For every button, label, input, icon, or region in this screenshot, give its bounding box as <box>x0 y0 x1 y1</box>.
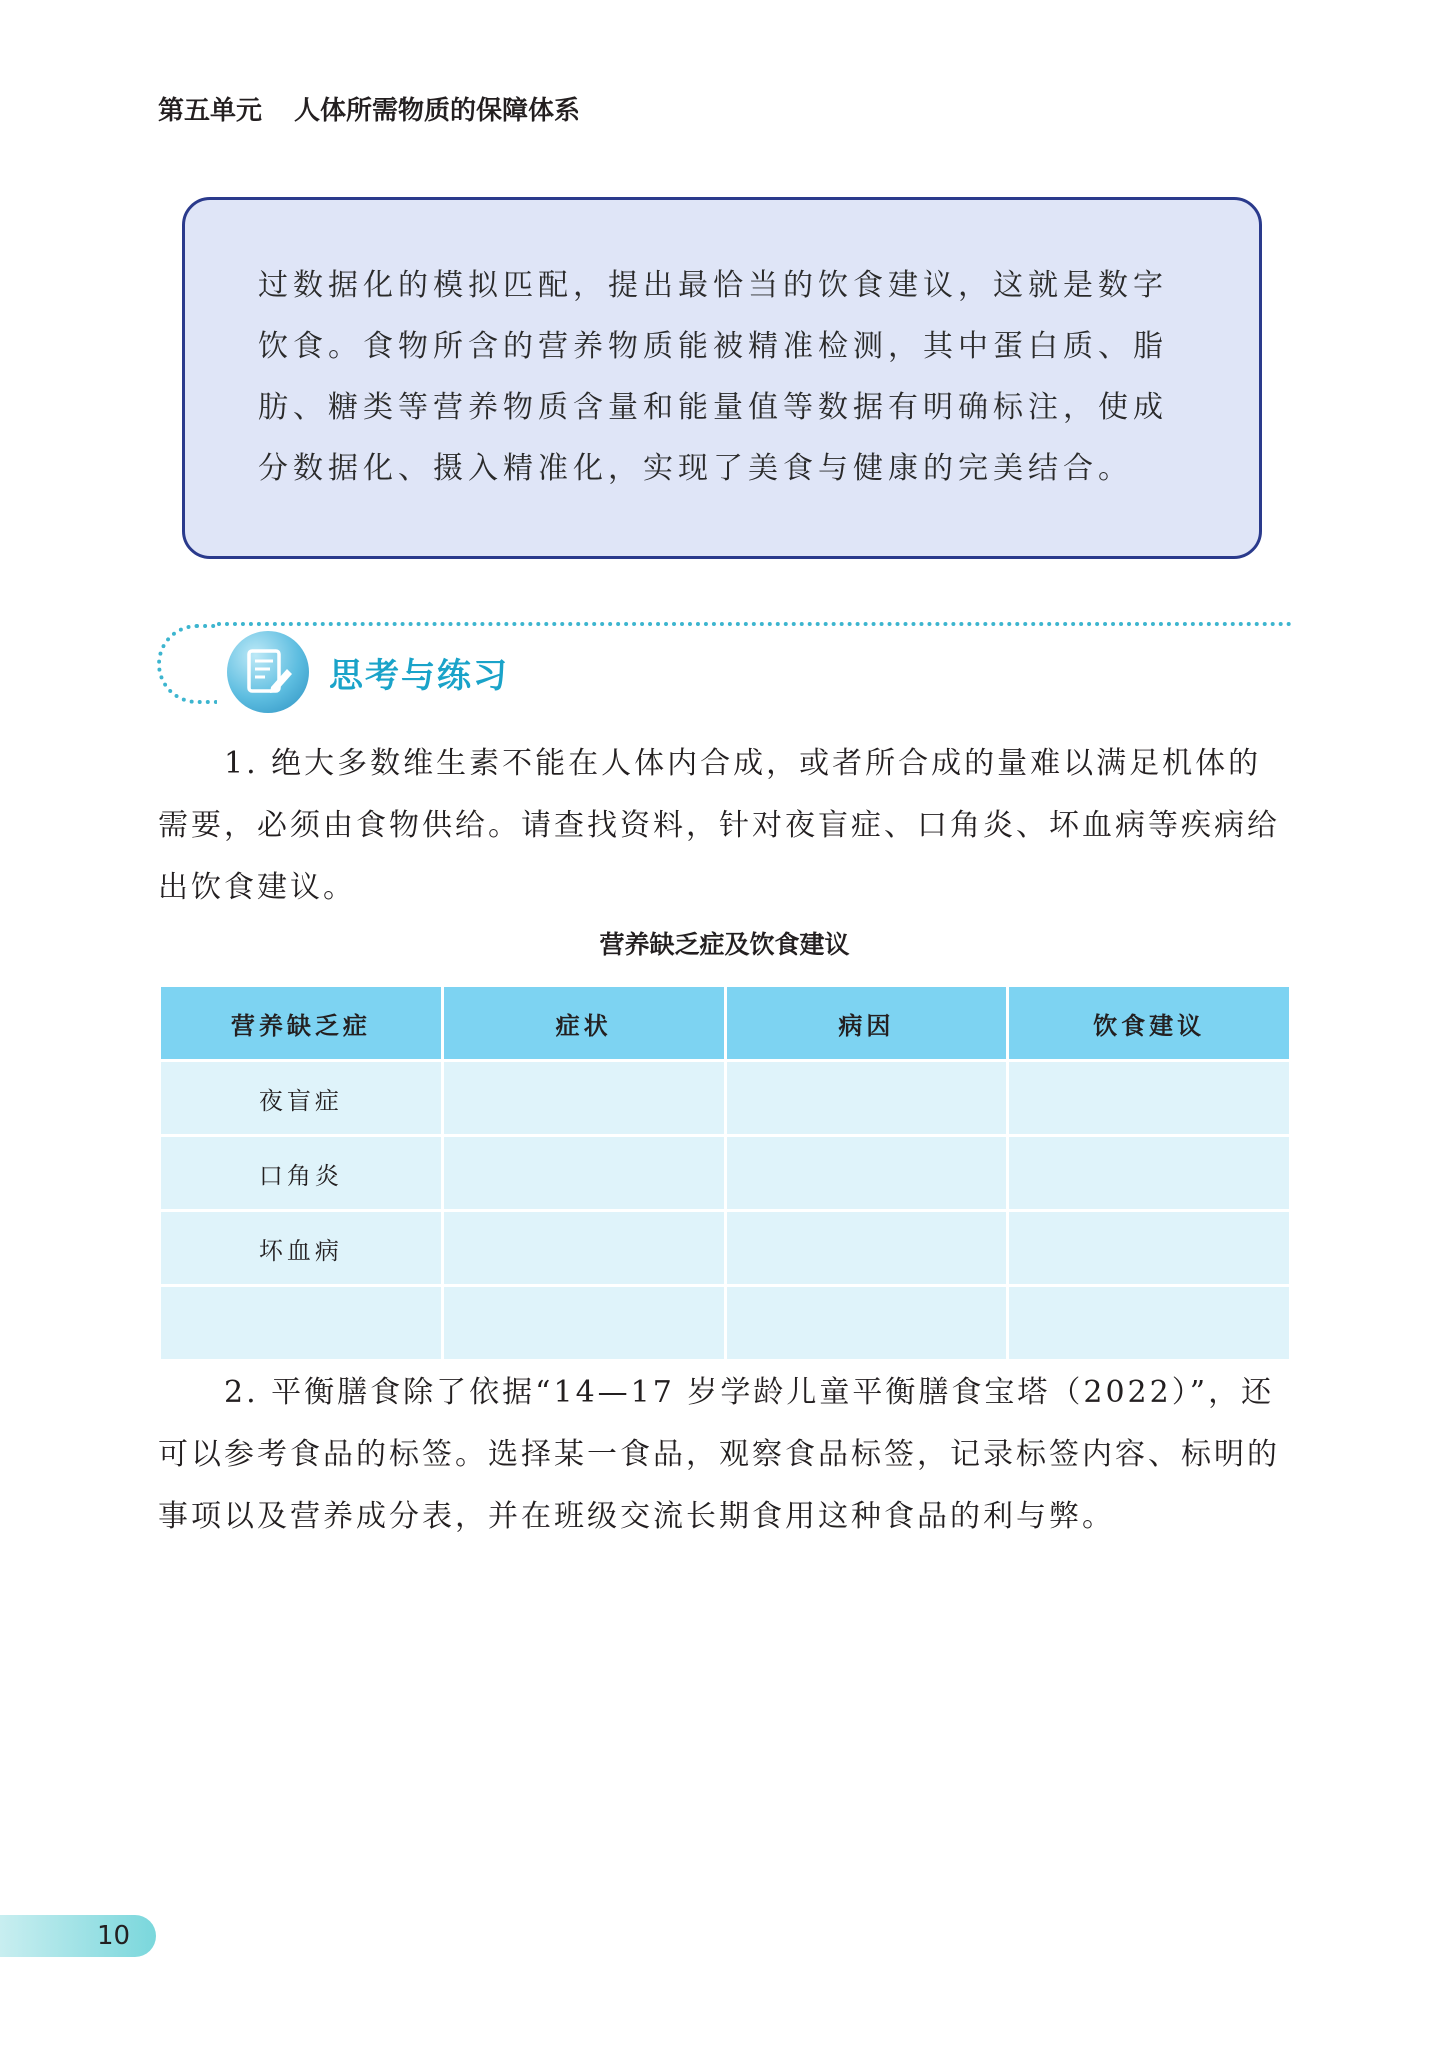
header-title: 人体所需物质的保障体系 <box>294 96 581 126</box>
table-row <box>160 1286 1291 1361</box>
header-unit: 第五单元 <box>158 96 263 126</box>
col-header: 营养缺乏症 <box>160 986 443 1061</box>
info-box-text: 过数据化的模拟匹配，提出最恰当的饮食建议，这就是数字饮食。食物所含的营养物质能被精准检测，其中蛋白质、脂肪、糖类等营养物质含量和能量值等数据有明确标注，使成分数据化、摄入精准化，实现了美食与健康的完美结合。 <box>258 268 1168 486</box>
col-header: 症状 <box>442 986 725 1061</box>
table-cell <box>725 1286 1008 1361</box>
exercise-2: 2. 平衡膳食除了依据“14—17 岁学龄儿童平衡膳食宝塔（2022）”，还可以参考食品的标签。选择某一食品，观察食品标签，记录标签内容、标明的事项以及营养成分表，并在班级交流长期食用这种食品的利与弊。 <box>158 1375 1280 1534</box>
table-cell <box>442 1211 725 1286</box>
running-header <box>158 90 580 127</box>
table-cell <box>1008 1061 1291 1136</box>
table-cell <box>442 1286 725 1361</box>
notepad-pencil-icon <box>227 631 309 713</box>
table-row <box>160 1211 1291 1286</box>
section-title: 思考与练习 <box>329 656 509 696</box>
table-cell <box>1008 1286 1291 1361</box>
dotted-bracket <box>157 624 217 704</box>
table-row <box>160 1061 1291 1136</box>
table-cell <box>725 1061 1008 1136</box>
col-header: 病因 <box>725 986 1008 1061</box>
table-cell <box>725 1136 1008 1211</box>
info-box <box>182 197 1262 559</box>
table-cell <box>725 1211 1008 1286</box>
table-cell: 夜盲症 <box>160 1061 443 1136</box>
page-number: 10 <box>97 1921 131 1951</box>
exercise-1: 1. 绝大多数维生素不能在人体内合成，或者所合成的量难以满足机体的需要，必须由食物供给。请查找资料，针对夜盲症、口角炎、坏血病等疾病给出饮食建议。 <box>158 746 1280 905</box>
table-row <box>160 1136 1291 1211</box>
table-cell <box>1008 1136 1291 1211</box>
table-title: 营养缺乏症及饮食建议 <box>599 930 850 959</box>
table-header-row <box>160 986 1291 1061</box>
table-cell: 口角炎 <box>160 1136 443 1211</box>
table-cell <box>1008 1211 1291 1286</box>
nutrition-table <box>158 984 1292 1362</box>
col-header: 饮食建议 <box>1008 986 1291 1061</box>
dotted-rule <box>217 622 1292 626</box>
section-heading <box>157 622 1292 710</box>
page-number-tab <box>0 1915 156 1957</box>
table-cell <box>442 1061 725 1136</box>
table-cell: 坏血病 <box>160 1211 443 1286</box>
table-cell <box>442 1136 725 1211</box>
table-cell <box>160 1286 443 1361</box>
